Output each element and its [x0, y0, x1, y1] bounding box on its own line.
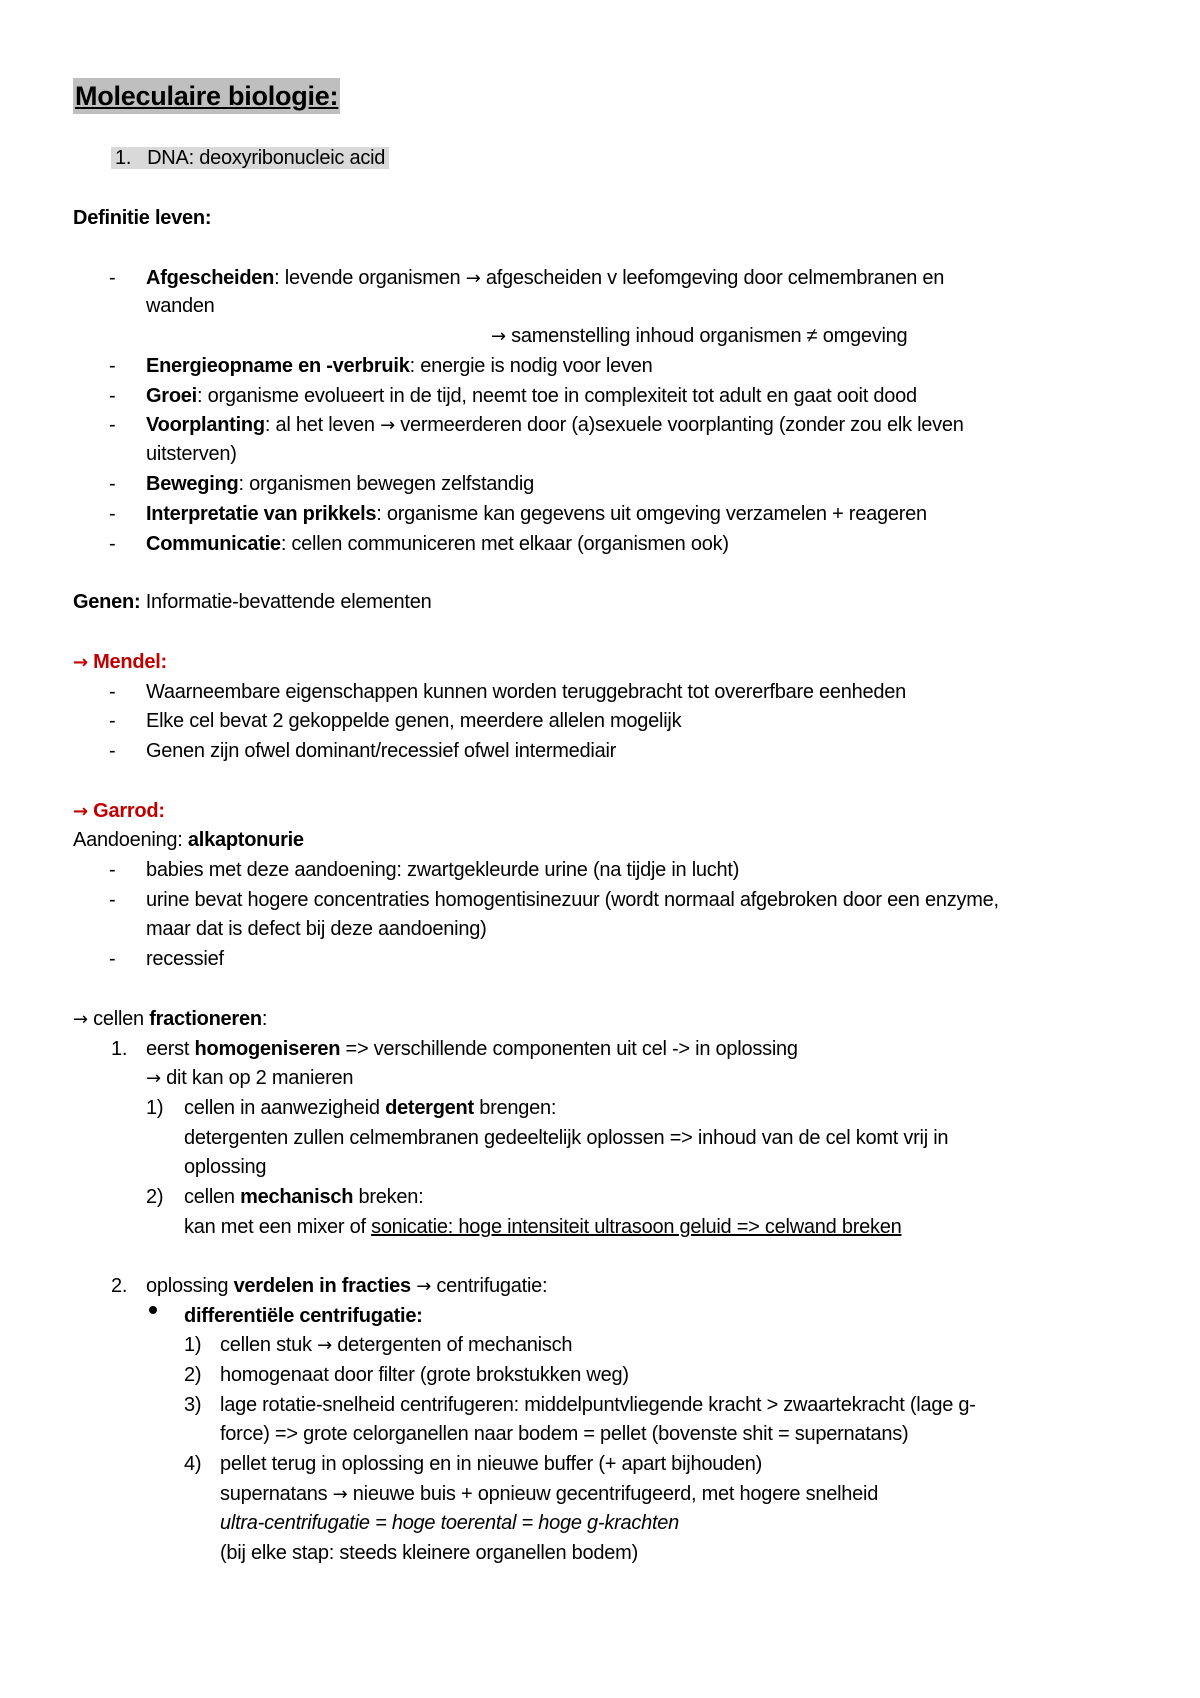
bullet-dash: -: [109, 710, 116, 732]
list-item: Energieopname en -verbruik: energie is nodig voor leven: [146, 355, 653, 377]
section-number: 1.: [115, 147, 132, 169]
list-item: Afgescheiden: levende organismen → afgescheiden v leefomgeving door celmembranen en: [146, 267, 945, 289]
bullet-dot-icon: [149, 1306, 157, 1314]
bullet-dash: -: [109, 859, 116, 881]
diff-step: homogenaat door filter (grote brokstukken weg): [220, 1364, 629, 1386]
arrow-right-icon: →: [317, 1335, 332, 1356]
list-item: Waarneembare eigenschappen kunnen worden teruggebracht tot overerfbare eenheden: [146, 681, 907, 703]
garrod-heading: → Garrod:: [73, 800, 165, 822]
sub-number: 2): [184, 1364, 202, 1386]
diff-step: lage rotatie-snelheid centrifugeren: middelpuntvliegende kracht > zwaartekracht (lage g-: [220, 1394, 976, 1416]
list-item: babies met deze aandoening: zwartgekleurde urine (na tijdje in lucht): [146, 859, 740, 881]
list-item-continuation: → samenstelling inhoud organismen ≠ omgeving: [491, 325, 908, 347]
sub-step-2: cellen mechanisch breken:: [184, 1186, 424, 1208]
fraction-heading: → cellen fractioneren:: [73, 1008, 268, 1030]
sub-number: 4): [184, 1453, 202, 1475]
arrow-right-icon: →: [73, 652, 88, 673]
diff-step: cellen stuk → detergenten of mechanisch: [220, 1334, 573, 1356]
step-number: 1.: [111, 1038, 128, 1060]
list-item: urine bevat hogere concentraties homogentisinezuur (wordt normaal afgebroken door een enzyme,: [146, 889, 999, 911]
bullet-dash: -: [109, 503, 116, 525]
mendel-heading: → Mendel:: [73, 651, 167, 673]
diff-step-note: (bij elke stap: steeds kleinere organellen bodem): [220, 1542, 638, 1564]
genen-definition: Genen: Informatie-bevattende elementen: [73, 591, 432, 613]
list-item: recessief: [146, 948, 224, 970]
list-item: Genen zijn ofwel dominant/recessief ofwel intermediair: [146, 740, 617, 762]
definition-heading: Definitie leven:: [73, 207, 212, 229]
list-item: Beweging: organismen bewegen zelfstandig: [146, 473, 534, 495]
list-item-continuation: uitsterven): [146, 443, 237, 465]
section-heading-1: [111, 144, 389, 172]
list-item: Groei: organisme evolueert in de tijd, neemt toe in complexiteit tot adult en gaat ooit dood: [146, 385, 917, 407]
condition-line: Aandoening: alkaptonurie: [73, 829, 304, 851]
arrow-right-icon: →: [491, 326, 506, 347]
bullet-dash: -: [109, 385, 116, 407]
step-number: 2.: [111, 1275, 128, 1297]
diff-step-note: ultra-centrifugatie = hoge toerental = hoge g-krachten: [220, 1512, 680, 1534]
differential-heading: differentiële centrifugatie:: [184, 1305, 423, 1327]
arrow-right-icon: →: [73, 1009, 88, 1030]
list-item: Interpretatie van prikkels: organisme kan gegevens uit omgeving verzamelen + reageren: [146, 503, 927, 525]
bullet-dash: -: [109, 681, 116, 703]
section-label: DNA: deoxyribonucleic acid: [147, 147, 386, 169]
list-item-continuation: maar dat is defect bij deze aandoening): [146, 918, 487, 940]
sub-step-1-line: oplossing: [184, 1156, 267, 1178]
list-item: Communicatie: cellen communiceren met elkaar (organismen ook): [146, 533, 729, 555]
arrow-right-icon: →: [465, 268, 481, 289]
sub-number: 1): [184, 1334, 202, 1356]
diff-step-continuation: force) => grote celorganellen naar bodem = pellet (bovenste shit = supernatans): [220, 1423, 909, 1445]
list-item-continuation: wanden: [146, 295, 215, 317]
arrow-right-icon: →: [73, 801, 88, 822]
step-1: eerst homogeniseren => verschillende componenten uit cel -> in oplossing: [146, 1038, 798, 1060]
arrow-right-icon: →: [380, 415, 395, 436]
sub-number: 3): [184, 1394, 202, 1416]
arrow-right-icon: →: [146, 1068, 161, 1089]
bullet-dash: -: [109, 948, 116, 970]
sub-step-1: cellen in aanwezigheid detergent brengen:: [184, 1097, 557, 1119]
step-2: oplossing verdelen in fracties → centrifugatie:: [146, 1275, 548, 1297]
bullet-dash: -: [109, 414, 116, 436]
bullet-dash: -: [109, 355, 116, 377]
bullet-dash: -: [109, 740, 116, 762]
sub-step-2-line: kan met een mixer of sonicatie: hoge intensiteit ultrasoon geluid => celwand breken: [184, 1216, 902, 1238]
sub-number: 1): [146, 1097, 164, 1119]
bullet-dash: -: [109, 267, 116, 289]
bullet-dash: -: [109, 473, 116, 495]
bullet-dash: -: [109, 533, 116, 555]
bullet-dash: -: [109, 889, 116, 911]
arrow-right-icon: →: [332, 1484, 348, 1505]
arrow-right-icon: →: [416, 1276, 432, 1297]
sub-number: 2): [146, 1186, 164, 1208]
list-item: Voorplanting: al het leven → vermeerderen door (a)sexuele voorplanting (zonder zou elk leven: [146, 414, 964, 436]
diff-step-continuation: supernatans → nieuwe buis + opnieuw gecentrifugeerd, met hogere snelheid: [220, 1483, 879, 1505]
sub-step-1-line: detergenten zullen celmembranen gedeeltelijk oplossen => inhoud van de cel komt vrij in: [184, 1127, 949, 1149]
list-item: Elke cel bevat 2 gekoppelde genen, meerdere allelen mogelijk: [146, 710, 682, 732]
diff-step: pellet terug in oplossing en in nieuwe buffer (+ apart bijhouden): [220, 1453, 763, 1475]
page-title: Moleculaire biologie:: [73, 78, 340, 114]
step-1-note: → dit kan op 2 manieren: [146, 1067, 354, 1089]
